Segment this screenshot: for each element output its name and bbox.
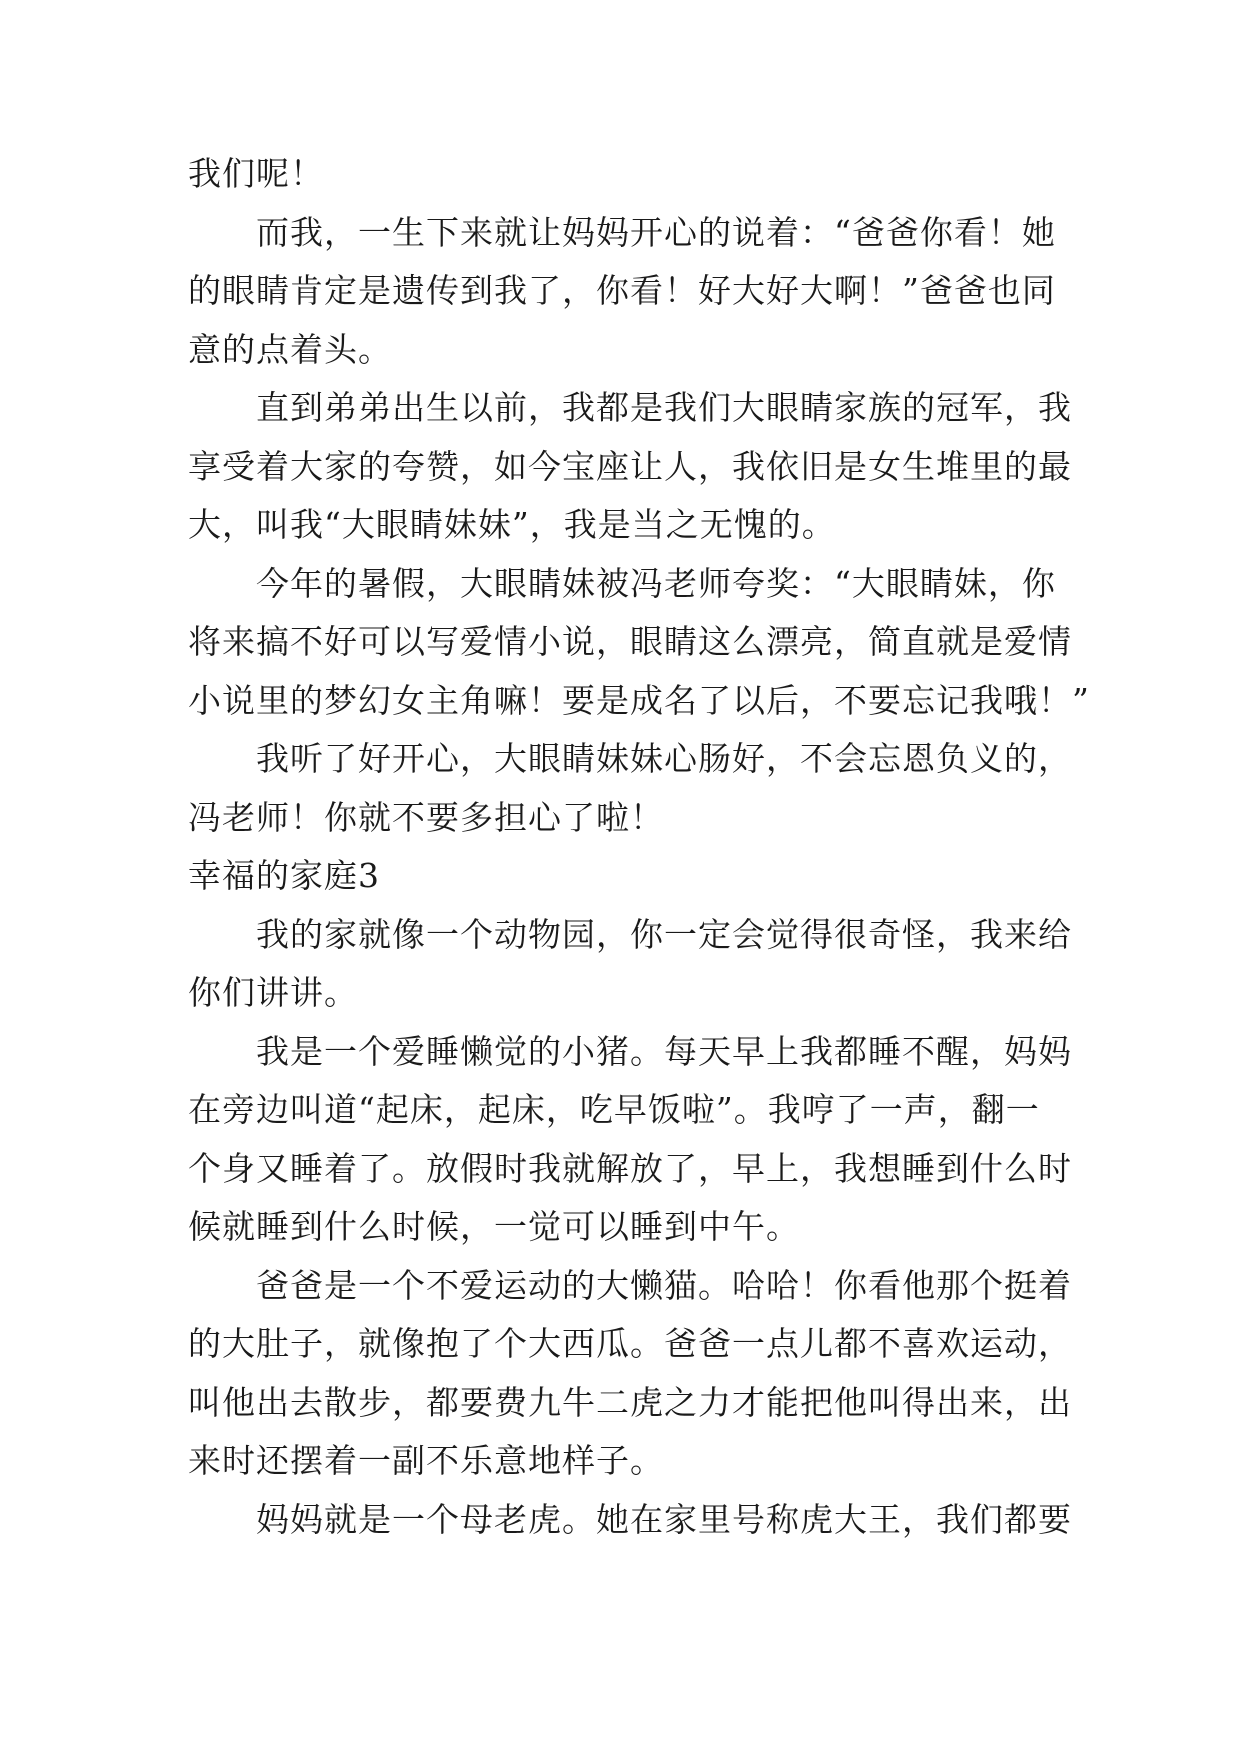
text-line: 来时还摆着一副不乐意地样子。 [188, 1441, 664, 1480]
text-line: 爸爸是一个不爱运动的大懒猫。哈哈！你看他那个挺着 [188, 1265, 1072, 1305]
text-line: 享受着大家的夸赞，如今宝座让人，我依旧是女生堆里的最 [188, 446, 1072, 486]
text-line: 在旁边叫道“起床，起床，吃早饭啦”。我哼了一声，翻一 [188, 1090, 1040, 1129]
text-line: 我们呢！ [188, 154, 324, 193]
text-line: 我是一个爱睡懒觉的小猪。每天早上我都睡不醒，妈妈 [188, 1031, 1072, 1071]
text-line: 冯老师！你就不要多担心了啦！ [188, 797, 664, 837]
text-line: 直到弟弟出生以前，我都是我们大眼睛家族的冠军，我 [188, 388, 1072, 427]
text-line: 的眼睛肯定是遗传到我了，你看！好大好大啊！”爸爸也同 [188, 271, 1056, 310]
document-body [188, 145, 1090, 1549]
text-line: 将来搞不好可以写爱情小说，眼睛这么漂亮，简直就是爱情 [188, 622, 1072, 661]
text-line: 妈妈就是一个母老虎。她在家里号称虎大王，我们都要 [188, 1499, 1072, 1539]
text-line: 你们讲讲。 [188, 973, 358, 1012]
text-line: 叫他出去散步，都要费九牛二虎之力才能把他叫得出来，出 [188, 1382, 1072, 1422]
text-line: 候就睡到什么时候，一觉可以睡到中午。 [188, 1207, 800, 1246]
text-line: 而我，一生下来就让妈妈开心的说着：“爸爸你看！她 [188, 212, 1056, 252]
section-heading: 幸福的家庭3 [188, 856, 380, 895]
text-line: 我的家就像一个动物园，你一定会觉得很奇怪，我来给 [188, 914, 1072, 954]
text-line: 小说里的梦幻女主角嘛！要是成名了以后，不要忘记我哦！” [188, 680, 1090, 720]
text-line: 意的点着头。 [188, 329, 392, 369]
text-line: 今年的暑假，大眼睛妹被冯老师夸奖：“大眼睛妹，你 [188, 563, 1056, 603]
text-line: 大，叫我“大眼睛妹妹”，我是当之无愧的。 [188, 505, 836, 544]
text-line: 个身又睡着了。放假时我就解放了，早上，我想睡到什么时 [188, 1148, 1072, 1188]
text-line: 我听了好开心，大眼睛妹妹心肠好，不会忘恩负义的， [188, 739, 1072, 778]
text-line: 的大肚子，就像抱了个大西瓜。爸爸一点儿都不喜欢运动， [188, 1324, 1072, 1363]
